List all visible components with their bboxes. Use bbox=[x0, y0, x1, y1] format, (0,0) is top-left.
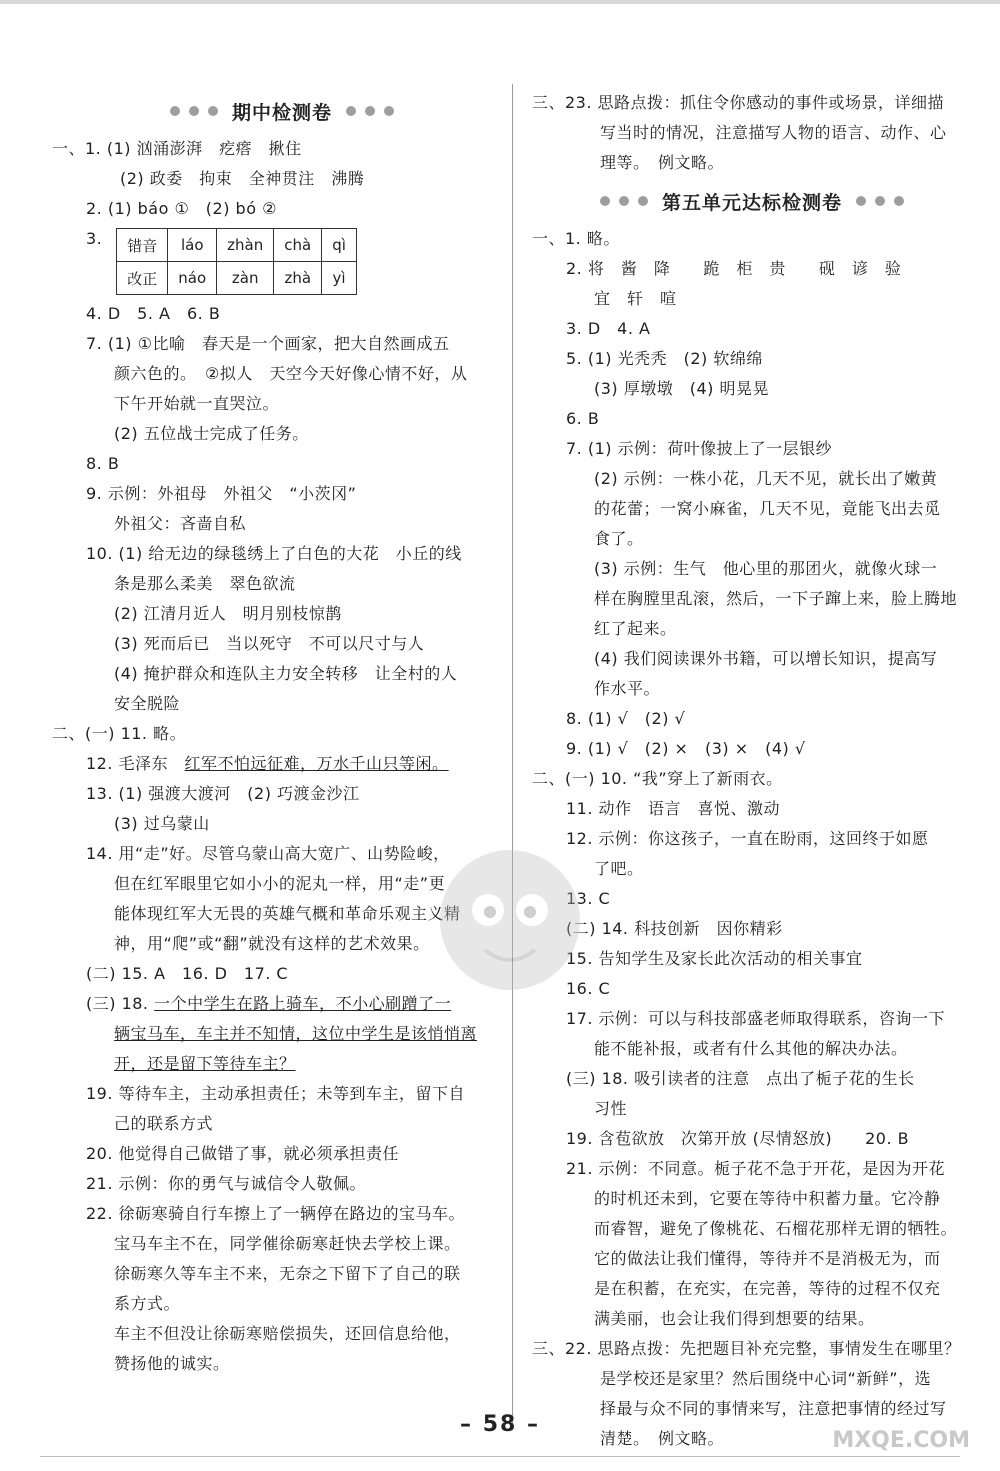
answer-line: 是学校还是家里？然后围绕中心词“新鲜”，选 bbox=[600, 1369, 932, 1388]
answer-line: (三) 18. 吸引读者的注意 点出了栀子花的生长 bbox=[566, 1069, 915, 1088]
bottom-rule bbox=[40, 1456, 960, 1457]
answer-line: (2) 政委 拘束 全神贯注 沸腾 bbox=[120, 169, 365, 188]
pinyin-table bbox=[116, 228, 357, 295]
answer-line: 习性 bbox=[594, 1099, 628, 1118]
answer-line: 外祖父：吝啬自私 bbox=[114, 514, 247, 533]
answer-line: 的时机还未到，它要在等待中积蓄力量。它冷静 bbox=[594, 1189, 941, 1208]
table-cell: láo bbox=[168, 229, 217, 262]
table-cell: náo bbox=[168, 262, 217, 295]
answer-line: 的花蕾；一窝小麻雀，几天不见，竟能飞出去觅 bbox=[594, 499, 941, 518]
answer-line: 一、1. 略。 bbox=[532, 229, 620, 248]
answer-line: 3. D 4. A bbox=[566, 319, 651, 338]
answer-line: 神，用“爬”或“翻”就没有这样的艺术效果。 bbox=[114, 934, 430, 953]
answer-text: (三) 18. bbox=[86, 994, 155, 1013]
column-divider bbox=[512, 84, 513, 1429]
answer-line: 8. (1) √ (2) √ bbox=[566, 709, 686, 728]
answer-line: 17. 示例：可以与科技部盛老师取得联系，咨询一下 bbox=[566, 1009, 946, 1028]
answer-line: 三、23. 思路点拨：抓住令你感动的事件或场景，详细描 bbox=[532, 93, 945, 112]
answer-line: 安全脱险 bbox=[114, 694, 181, 713]
underlined-answer: 红军不怕远征难，万水千山只等闲。 bbox=[184, 754, 449, 773]
answer-line: (3) 死而后已 当以死守 不可以尺寸与人 bbox=[114, 634, 425, 653]
title-dots-left bbox=[600, 196, 648, 206]
answer-line: (2) 示例：一株小花，几天不见，就长出了嫩黄 bbox=[594, 469, 938, 488]
answer-line: 9. (1) √ (2) × (3) × (4) √ bbox=[566, 739, 806, 758]
answer-line: 一、1. (1) 汹涌澎湃 疙瘩 揪住 bbox=[52, 139, 302, 158]
answer-line: 7. (1) 示例：荷叶像披上了一层银纱 bbox=[566, 439, 833, 458]
answer-line: 作水平。 bbox=[594, 679, 661, 698]
answer-line: 颜六色的。 ②拟人 天空今天好像心情不好，从 bbox=[114, 364, 468, 383]
answer-line: (3) 过乌蒙山 bbox=[114, 814, 210, 833]
answer-line: (3) 示例：生气 他心里的那团火，就像火球一 bbox=[594, 559, 938, 578]
underlined-answer: 一个中学生在路上骑车，不小心刷蹭了一 bbox=[154, 994, 452, 1013]
answer-line: 是在积蓄，在充实，在完善，等待的过程不仅充 bbox=[594, 1279, 941, 1298]
answer-line: 10. (1) 给无边的绿毯绣上了白色的大花 小丘的线 bbox=[86, 544, 462, 563]
title-dots-right bbox=[856, 196, 904, 206]
answer-line: 徐砺寒久等车主不来，无奈之下留下了自己的联 bbox=[114, 1264, 461, 1283]
table-row bbox=[117, 262, 357, 295]
answer-line: 二、(一) 10. “我”穿上了新雨衣。 bbox=[532, 769, 783, 788]
answer-line: 2. (1) báo ① (2) bó ② bbox=[86, 199, 277, 218]
right-column bbox=[532, 88, 972, 1454]
answer-line: 样在胸膛里乱滚，然后，一下子蹿上来，脸上腾地 bbox=[594, 589, 958, 608]
section-title-text: 第五单元达标检测卷 bbox=[661, 191, 842, 214]
answer-line: 能体现红军大无畏的英雄气概和革命乐观主义精 bbox=[114, 904, 461, 923]
answer-line: (3) 厚墩墩 (4) 明晃晃 bbox=[594, 379, 770, 398]
answer-line: (4) 我们阅读课外书籍，可以增长知识，提高写 bbox=[594, 649, 938, 668]
answer-line: (二) 15. A 16. D 17. C bbox=[86, 964, 289, 983]
left-column bbox=[52, 88, 512, 1379]
answer-line: 系方式。 bbox=[114, 1294, 181, 1313]
answer-line: 5. (1) 光秃秃 (2) 软绵绵 bbox=[566, 349, 763, 368]
answer-line: 8. B bbox=[86, 454, 120, 473]
answer-line: (4) 掩护群众和连队主力安全转移 让全村的人 bbox=[114, 664, 458, 683]
answer-line: 能不能补报，或者有什么其他的解决办法。 bbox=[594, 1039, 908, 1058]
answer-line: 宜 轩 喧 bbox=[594, 289, 677, 308]
answer-line: 三、22. 思路点拨：先把题目补充完整，事情发生在哪里？ bbox=[532, 1339, 961, 1358]
answer-line: 理等。 例文略。 bbox=[600, 153, 725, 172]
answer-line: 下午开始就一直哭泣。 bbox=[114, 394, 280, 413]
section-title-unit5 bbox=[532, 178, 972, 224]
answer-line: 车主不但没让徐砺寒赔偿损失，还回信息给他， bbox=[114, 1324, 461, 1343]
table-cell: qì bbox=[322, 229, 357, 262]
answer-line: 己的联系方式 bbox=[114, 1114, 214, 1133]
title-dots-left bbox=[170, 106, 218, 116]
section-title-midterm bbox=[52, 88, 512, 134]
answer-line: (二) 14. 科技创新 因你精彩 bbox=[566, 919, 783, 938]
title-dots-right bbox=[346, 106, 394, 116]
answer-line: 11. 动作 语言 喜悦、激动 bbox=[566, 799, 781, 818]
answer-line: 13. (1) 强渡大渡河 (2) 巧渡金沙江 bbox=[86, 784, 360, 803]
answer-line: 9. 示例：外祖母 外祖父 “小茨冈” bbox=[86, 484, 357, 503]
answer-line: 赞扬他的诚实。 bbox=[114, 1354, 230, 1373]
answer-line: 而睿智，避免了像桃花、石榴花那样无谓的牺牲。 bbox=[594, 1219, 958, 1238]
table-cell: 错音 bbox=[117, 229, 168, 262]
answer-line: 12. 示例：你这孩子，一直在盼雨，这回终于如愿 bbox=[566, 829, 929, 848]
table-cell: chà bbox=[274, 229, 322, 262]
answer-line: 13. C bbox=[566, 889, 611, 908]
top-rule bbox=[0, 0, 1000, 4]
answer-line: 写当时的情况，注意描写人物的语言、动作、心 bbox=[600, 123, 947, 142]
answer-text: 12. 毛泽东 bbox=[86, 754, 185, 773]
answer-line: 宝马车主不在，同学催徐砺寒赶快去学校上课。 bbox=[114, 1234, 461, 1253]
answer-line: 4. D 5. A 6. B bbox=[86, 304, 221, 323]
answer-line: 19. 等待车主，主动承担责任；未等到车主，留下自 bbox=[86, 1084, 466, 1103]
answer-line: 15. 告知学生及家长此次活动的相关事宜 bbox=[566, 949, 863, 968]
answer-line: (2) 江清月近人 明月别枝惊鹊 bbox=[114, 604, 342, 623]
answer-line: 它的做法让我们懂得，等待并不是消极无为，而 bbox=[594, 1249, 941, 1268]
table-cell: yì bbox=[322, 262, 357, 295]
answer-line: 3. bbox=[86, 229, 103, 248]
answer-line: 16. C bbox=[566, 979, 611, 998]
table-row bbox=[117, 229, 357, 262]
table-cell: zhà bbox=[274, 262, 322, 295]
answer-line: 条是那么柔美 翠色欲流 bbox=[114, 574, 296, 593]
answer-line: 清楚。 例文略。 bbox=[600, 1429, 725, 1448]
site-watermark: MXQE.COM bbox=[832, 1428, 970, 1453]
answer-line: 14. 用“走”好。尽管乌蒙山高大宽广、山势险峻， bbox=[86, 844, 450, 863]
answer-line: 19. 含苞欲放 次第开放 (尽情怒放) 20. B bbox=[566, 1129, 910, 1148]
q3-row bbox=[52, 224, 512, 299]
answer-line: 满美丽，也会让我们得到想要的结果。 bbox=[594, 1309, 875, 1328]
underlined-answer: 辆宝马车，车主并不知情，这位中学生是该悄悄离 bbox=[114, 1024, 478, 1043]
underlined-answer: 开，还是留下等待车主？ bbox=[114, 1054, 296, 1073]
answer-line: 了吧。 bbox=[594, 859, 644, 878]
answer-line: 二、(一) 11. 略。 bbox=[52, 724, 187, 743]
answer-line: 6. B bbox=[566, 409, 600, 428]
answer-line: 21. 示例：你的勇气与诚信令人敬佩。 bbox=[86, 1174, 367, 1193]
answer-line: 但在红军眼里它如小小的泥丸一样，用“走”更 bbox=[114, 874, 446, 893]
answer-line: 红了起来。 bbox=[594, 619, 677, 638]
table-cell: 改正 bbox=[117, 262, 168, 295]
answer-line: 22. 徐砺寒骑自行车擦上了一辆停在路边的宝马车。 bbox=[86, 1204, 466, 1223]
section-title-text: 期中检测卷 bbox=[231, 101, 332, 124]
page-number: – 58 – bbox=[460, 1412, 540, 1437]
table-cell: zhàn bbox=[217, 229, 274, 262]
answer-line: 20. 他觉得自己做错了事，就必须承担责任 bbox=[86, 1144, 400, 1163]
answer-line: 21. 示例：不同意。栀子花不急于开花，是因为开花 bbox=[566, 1159, 946, 1178]
answer-line: 食了。 bbox=[594, 529, 644, 548]
answer-line: 7. (1) ①比喻 春天是一个画家，把大自然画成五 bbox=[86, 334, 450, 353]
table-cell: zàn bbox=[217, 262, 274, 295]
answer-line: 2. 将 酱 降 跪 柜 贵 砚 谚 验 bbox=[566, 259, 902, 278]
answer-line: (2) 五位战士完成了任务。 bbox=[114, 424, 309, 443]
answer-line: 择最与众不同的事情来写，注意把事情的经过写 bbox=[600, 1399, 947, 1418]
answer-line bbox=[52, 749, 512, 779]
mascot-watermark-icon bbox=[410, 830, 610, 1050]
